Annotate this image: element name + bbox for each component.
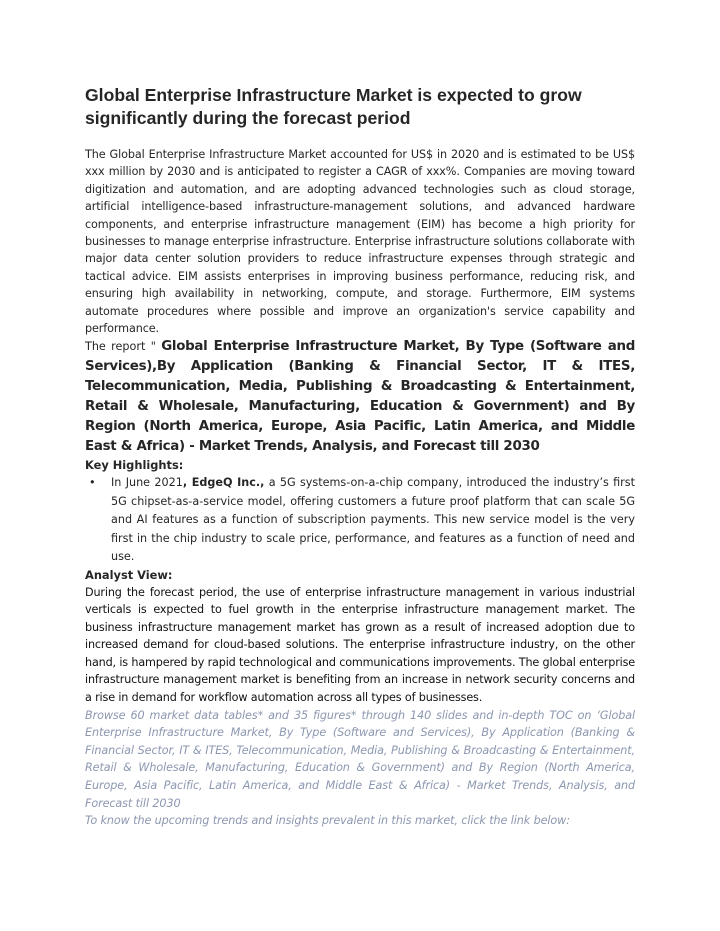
document-page xyxy=(85,84,635,830)
page-title: Global Enterprise Infrastructure Market is expected to grow significantly during the forecast period xyxy=(85,85,582,128)
highlight-company: , EdgeQ Inc., xyxy=(182,476,265,490)
list-item xyxy=(85,474,635,566)
browse-link-text[interactable]: Browse 60 market data tables* and 35 figures* through 140 slides and in-depth TOC on ‘Global Enterprise Infrastructure Market, By Type (Software and Services), By Application (Banking & Financial Sector, IT & ITES, Telecommunication, Media, Publishing & Broadcasting & Entertainment, Retail & Wholesale, Manufacturing, Education & Government) and By Region (North America, Europe, Asia Pacific, Latin America, and Middle East & Africa) - Market Trends, Analysis, and Forecast till 2030 xyxy=(85,708,635,810)
analyst-view-heading: Analyst View: xyxy=(85,567,173,582)
key-highlights-heading: Key Highlights: xyxy=(85,458,184,473)
report-paragraph xyxy=(85,337,635,457)
intro-paragraph: The Global Enterprise Infrastructure Market accounted for US$ in 2020 and is estimated to be US$ xxx million by 2030 and is anticipated to register a CAGR of xxx%. Companies are moving toward digitization and automation, and are adopting advanced technologies such as cloud storage, artificial intelligence-based infrastructure-management solutions, and advanced hardware components, and enterprise infrastructure management (EIM) has become a high priority for businesses to manage enterprise infrastructure. Enterprise infrastructure solutions collaborate with major data center solution providers to reduce infrastructure expenses through strategic and tactical advice. EIM assists enterprises in improving business performance, reducing risk, and ensuring high availability in networking, compute, and storage. Furthermore, EIM systems automate procedures where possible and improve an organization's service capability and performance. xyxy=(85,148,635,336)
report-title: Global Enterprise Infrastructure Market, By Type (Software and Services),By Application (Banking & Financial Sector, IT & ITES, Telecommunication, Media, Publishing & Broadcasting & Entertainment, Retail & Wholesale, Manufacturing, Education & Government) and By Region (North America, Europe, Asia Pacific, Latin America, and Middle East & Africa) - Market Trends, Analysis, and Forecast till 2030 xyxy=(85,339,635,455)
bullet-icon: • xyxy=(89,476,96,490)
highlight-date: In June 2021 xyxy=(111,476,183,490)
analyst-paragraph: During the forecast period, the use of enterprise infrastructure management in various industrial verticals is expected to fuel growth in the enterprise infrastructure management market. The business infrastructure management market has grown as a result of increased adoption due to increased demand for cloud-based solutions. The enterprise infrastructure industry, on the other hand, is hampered by rapid technological and communications improvements. The global enterprise infrastructure management market is benefiting from an increase in network security concerns and a rise in demand for workflow automation across all types of businesses. xyxy=(85,585,636,705)
report-prefix: The report " xyxy=(85,340,162,354)
cta-link-text[interactable]: To know the upcoming trends and insights prevalent in this market, click the link below: xyxy=(85,814,570,828)
highlight-text: a 5G systems-on-a-chip company, introduced the industry’s first 5G chipset-as-a-service model, offering customers a future proof platform that can scale 5G and AI features as a function of subscription payments. This new service model is the very first in the chip industry to scale price, performance, and features as a function of need and use. xyxy=(111,476,635,564)
highlights-list xyxy=(85,474,635,566)
